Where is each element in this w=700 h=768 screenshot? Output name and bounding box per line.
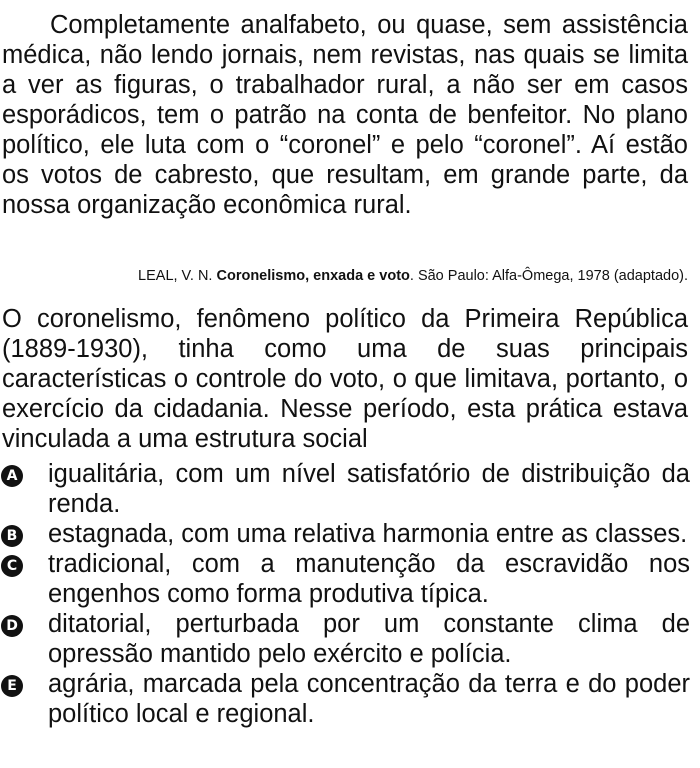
option-e-text: agrária, marcada pela concentração da terra e do poder político local e regional. xyxy=(48,670,690,728)
answer-options xyxy=(0,459,690,729)
option-b-badge-icon: B xyxy=(1,525,23,547)
option-c[interactable] xyxy=(0,549,690,609)
citation-author: LEAL, V. N. xyxy=(138,268,217,284)
citation-work-title: Coronelismo, enxada e voto xyxy=(216,268,410,284)
option-b[interactable] xyxy=(0,519,690,549)
passage-text: Completamente analfabeto, ou quase, sem assistência médica, não lendo jornais, nem revistas, nas quais se limita a ver as figuras, o trabalhador rural, a não ser em casos esporádicos, tem o patrão na conta de benfeitor. No plano político, ele luta com o “coronel” e pelo “coronel”. Aí estão os votos de cabresto, que resultam, em grande parte, da nossa organização econômica rural. xyxy=(2,11,688,219)
option-a-text: igualitária, com um nível satisfatório de distribuição da renda. xyxy=(48,460,690,518)
option-d[interactable] xyxy=(0,609,690,669)
question-stem: O coronelismo, fenômeno político da Primeira República (1889-1930), tinha como uma de suas principais características o controle do voto, o que limitava, portanto, o exercício da cidadania. Nesse período, esta prática estava vinculada a uma estrutura social xyxy=(2,305,688,453)
option-d-text: ditatorial, perturbada por um constante clima de opressão mantido pelo exército e polícia. xyxy=(48,610,690,668)
option-a[interactable] xyxy=(0,459,690,519)
option-d-badge-icon: D xyxy=(1,615,23,637)
citation xyxy=(0,267,688,285)
option-e[interactable] xyxy=(0,669,690,729)
option-a-badge-icon: A xyxy=(1,465,23,487)
option-b-text: estagnada, com uma relativa harmonia entre as classes. xyxy=(48,520,688,548)
option-e-badge-icon: E xyxy=(1,675,23,697)
option-c-badge-icon: C xyxy=(1,555,23,577)
citation-details: . São Paulo: Alfa-Ômega, 1978 (adaptado). xyxy=(409,268,688,284)
option-c-text: tradicional, com a manutenção da escravidão nos engenhos como forma produtiva típica. xyxy=(48,550,690,608)
